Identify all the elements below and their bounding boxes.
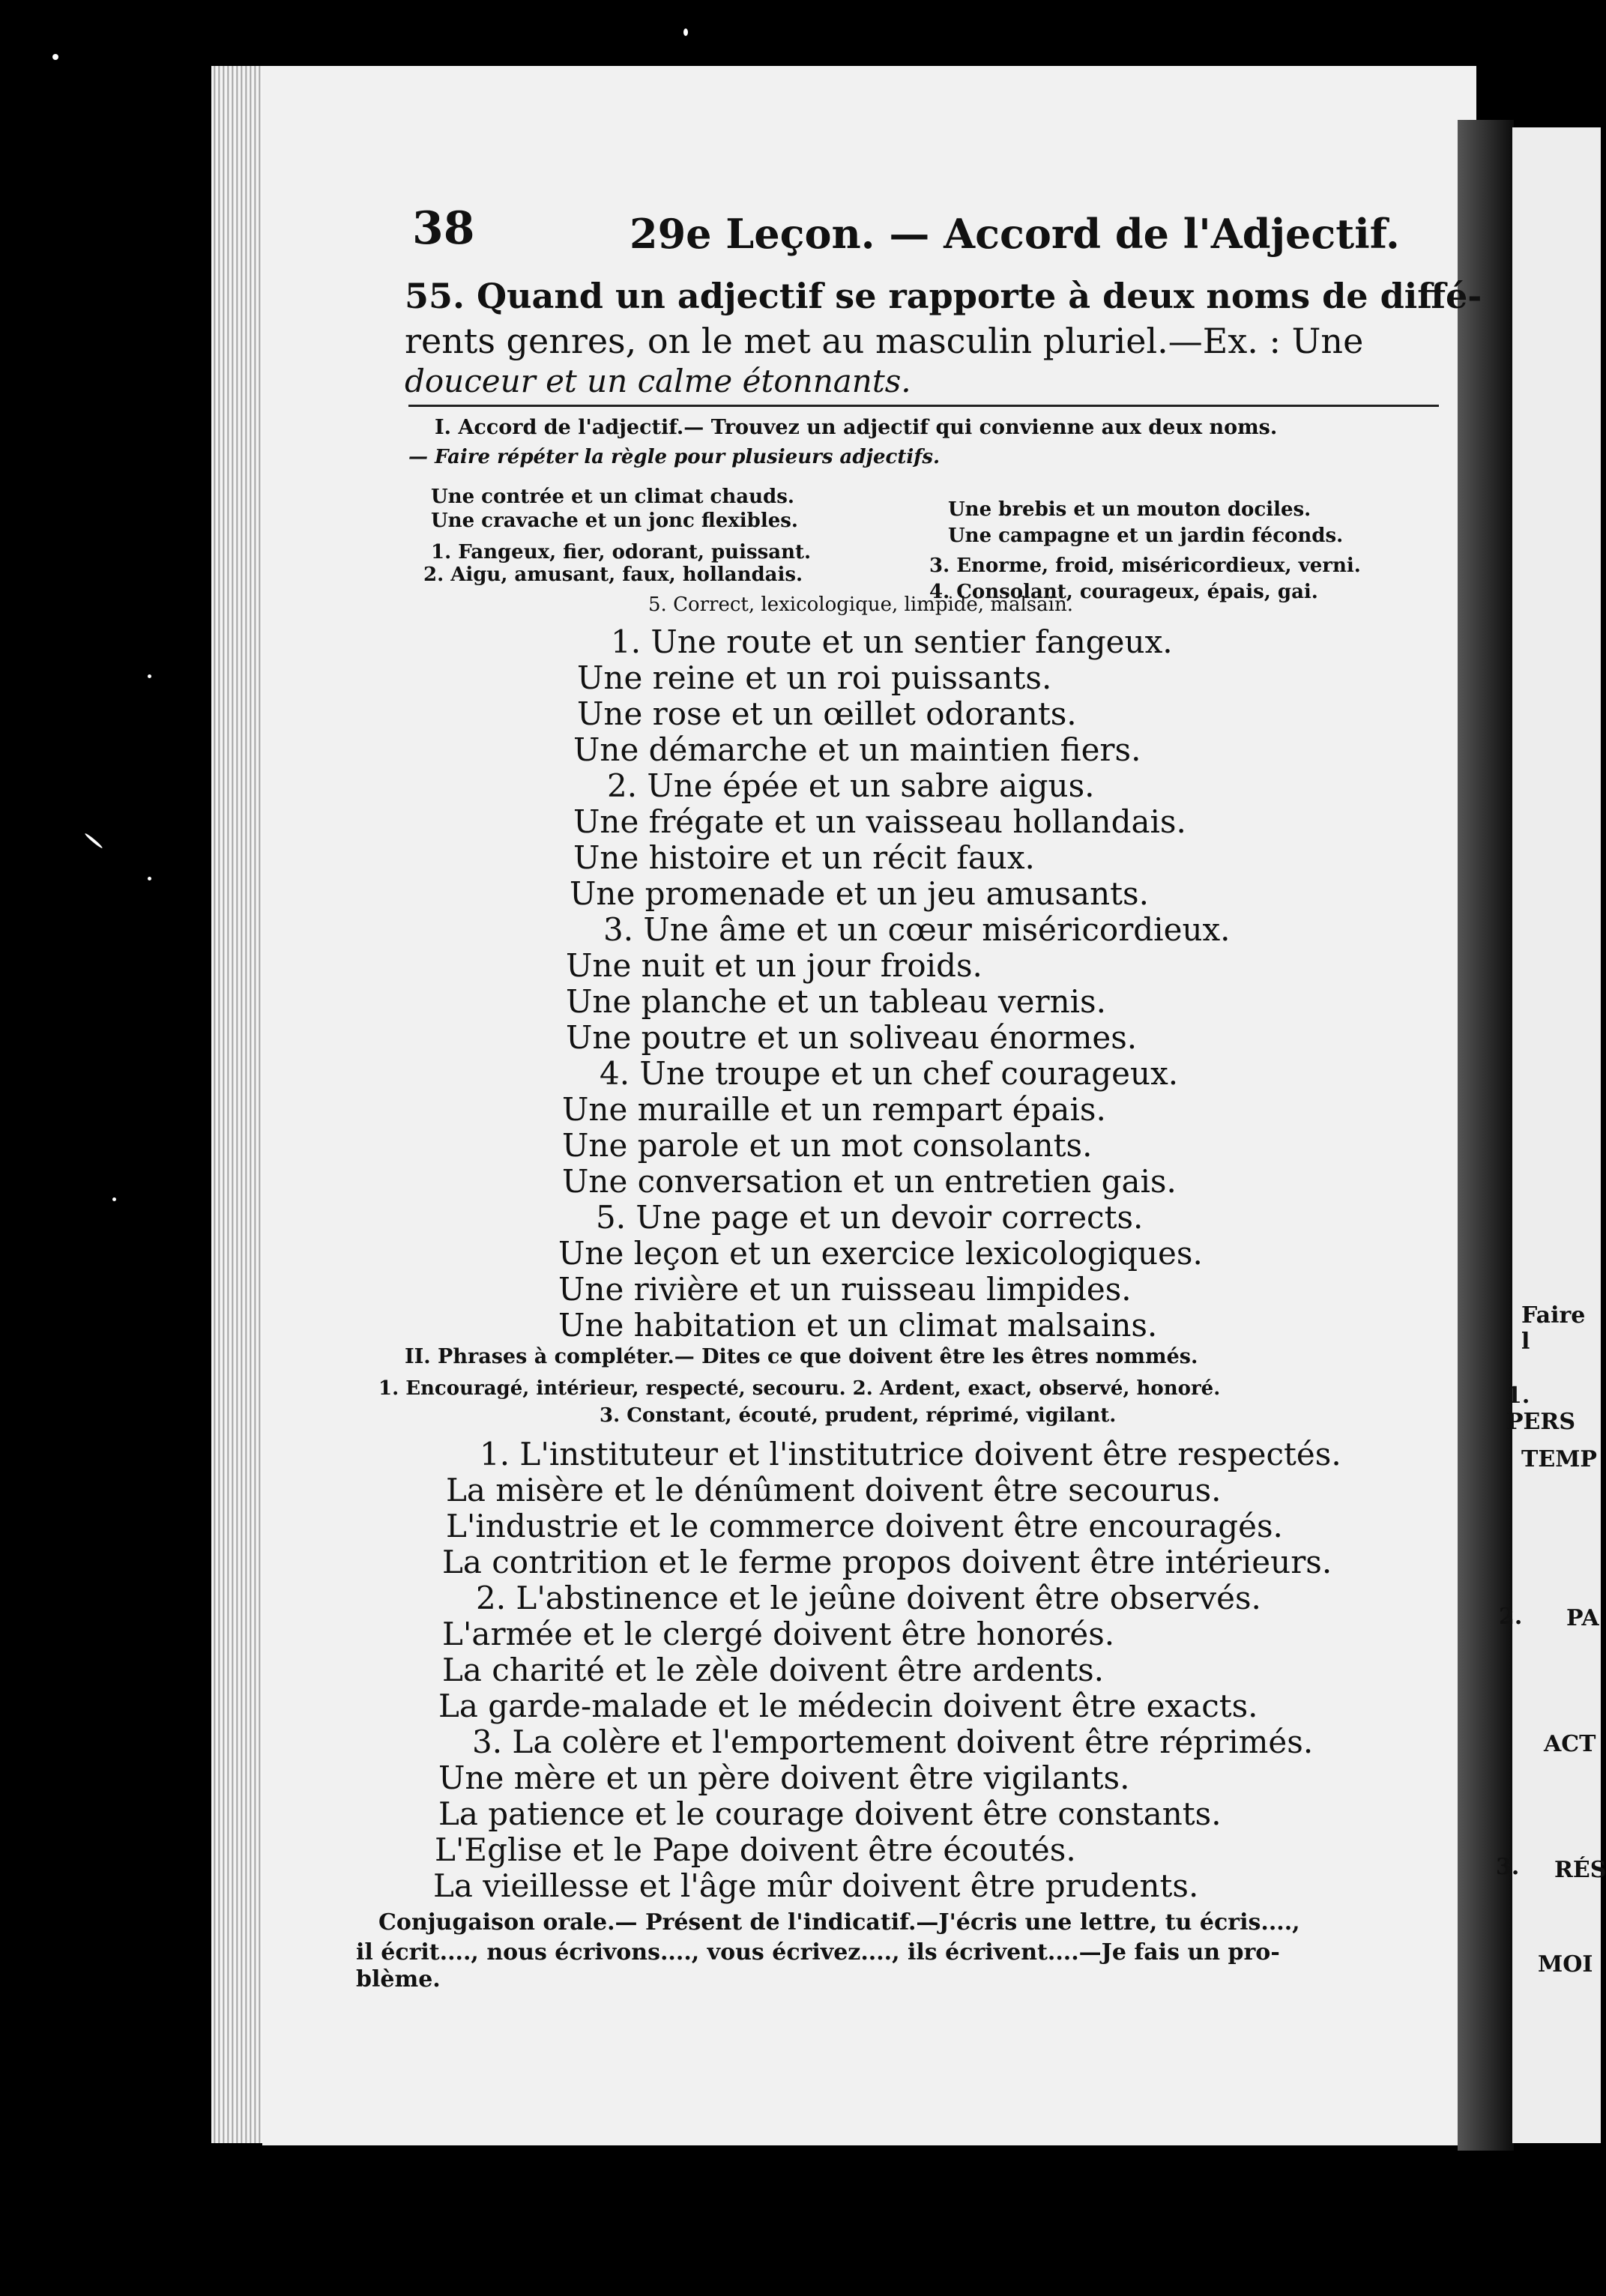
conjugation-line-1: Conjugaison orale.— Présent de l'indicatif.—J'écris une lettre, tu écris...., — [378, 1909, 1300, 1936]
answer-line: La garde-malade et le médecin doivent être exacts. — [438, 1688, 1258, 1724]
answer-line: Une habitation et un climat malsains. — [558, 1307, 1158, 1344]
answer-line: 4. Une troupe et un chef courageux. — [600, 1055, 1179, 1092]
page-number: 38 — [412, 202, 475, 255]
scan-speck — [52, 54, 58, 60]
right-page-fragment — [1512, 127, 1601, 2143]
answer-line: La misère et le dénûment doivent être secourus. — [446, 1472, 1222, 1508]
example-left-1: Une contrée et un climat chauds. — [431, 486, 794, 508]
example-right-2: Une campagne et un jardin féconds. — [948, 525, 1344, 547]
answer-line: 3. Une âme et un cœur miséricordieux. — [603, 911, 1231, 948]
scan-speck — [683, 28, 688, 36]
next-page-fragment: TEMP — [1521, 1446, 1597, 1472]
answer-line: La vieillesse et l'âge mûr doivent être prudents. — [433, 1867, 1199, 1904]
example-left-2: Une cravache et un jonc flexibles. — [431, 510, 798, 532]
answer-line: 2. Une épée et un sabre aigus. — [607, 767, 1095, 804]
scan-speck — [112, 1197, 116, 1201]
answer-line: Une rivière et un ruisseau limpides. — [558, 1271, 1132, 1308]
answer-line: Une histoire et un récit faux. — [573, 839, 1035, 876]
answer-line: Une conversation et un entretien gais. — [562, 1163, 1177, 1200]
answer-line: Une promenade et un jeu amusants. — [570, 875, 1149, 912]
example-right-1: Une brebis et un mouton dociles. — [948, 498, 1311, 521]
answer-line: L'Eglise et le Pape doivent être écoutés. — [435, 1831, 1076, 1868]
rule-55-line-3: douceur et un calme étonnants. — [405, 363, 911, 399]
exercise-2-words-1: 1. Encouragé, intérieur, respecté, secouru. 2. Ardent, exact, observé, honoré. — [378, 1377, 1221, 1400]
exercise-1-subtitle: — Faire répéter la règle pour plusieurs adjectifs. — [408, 446, 941, 468]
conjugation-line-2: il écrit...., nous écrivons...., vous écrivez...., ils écrivent....—Je fais un pro- — [356, 1939, 1280, 1966]
next-page-fragment: PA — [1566, 1605, 1599, 1631]
rule-55-line-1: 55. Quand un adjectif se rapporte à deux noms de diffé- — [405, 276, 1482, 316]
scan-speck — [84, 833, 103, 849]
word-list-4: 4. Consolant, courageux, épais, gai. — [929, 581, 1318, 603]
conjugation-line-3: blème. — [356, 1966, 441, 1993]
next-page-fragment: 1. PERS — [1506, 1383, 1576, 1435]
exercise-2-words-2: 3. Constant, écouté, prudent, réprimé, vigilant. — [600, 1404, 1117, 1427]
next-page-fragment: 2. — [1499, 1604, 1523, 1630]
answer-line: Une poutre et un soliveau énormes. — [566, 1019, 1138, 1056]
answer-line: 3. La colère et l'emportement doivent être réprimés. — [472, 1723, 1314, 1760]
word-list-3: 3. Enorme, froid, miséricordieux, verni. — [929, 555, 1361, 577]
answer-line: Une reine et un roi puissants. — [577, 659, 1052, 696]
answer-line: La charité et le zèle doivent être ardents. — [442, 1652, 1105, 1688]
answer-line: Une parole et un mot consolants. — [562, 1127, 1093, 1164]
answer-line: La patience et le courage doivent être constants. — [438, 1795, 1222, 1832]
answer-line: Une démarche et un maintien fiers. — [573, 731, 1141, 768]
exercise-2-title: II. Phrases à compléter.— Dites ce que doivent être les êtres nommés. — [405, 1345, 1198, 1368]
next-page-fragment: Faire l — [1521, 1302, 1586, 1355]
next-page-fragment: RÉS — [1554, 1857, 1606, 1883]
answer-line: L'armée et le clergé doivent être honorés. — [442, 1616, 1115, 1652]
answer-line: Une leçon et un exercice lexicologiques. — [558, 1235, 1203, 1272]
answer-line: Une frégate et un vaisseau hollandais. — [573, 803, 1186, 840]
answer-line: L'industrie et le commerce doivent être encouragés. — [446, 1508, 1283, 1544]
exercise-1-title: I. Accord de l'adjectif.— Trouvez un adjectif qui convienne aux deux noms. — [435, 416, 1278, 439]
section-divider — [408, 405, 1439, 407]
next-page-fragment: MOI — [1538, 1951, 1593, 1978]
word-list-2: 2. Aigu, amusant, faux, hollandais. — [423, 564, 803, 586]
answer-line: 1. L'instituteur et l'institutrice doivent être respectés. — [480, 1436, 1341, 1472]
word-list-1: 1. Fangeux, fier, odorant, puissant. — [431, 541, 812, 564]
next-page-fragment: 3. — [1496, 1854, 1520, 1880]
next-page-fragment: ACT — [1544, 1731, 1596, 1757]
answer-line: 2. L'abstinence et le jeûne doivent être observés. — [476, 1580, 1261, 1616]
scan-speck — [148, 674, 151, 678]
rule-55-line-2: rents genres, on le met au masculin pluriel.—Ex. : Une — [405, 321, 1364, 361]
answer-line: Une nuit et un jour froids. — [566, 947, 982, 984]
answer-line: Une planche et un tableau vernis. — [566, 983, 1106, 1020]
answer-line: Une rose et un œillet odorants. — [577, 695, 1077, 732]
word-list-5: 5. Correct, lexicologique, limpide, malsain. — [648, 593, 1073, 616]
answer-line: Une mère et un père doivent être vigilants. — [438, 1759, 1130, 1796]
answer-line: 5. Une page et un devoir corrects. — [596, 1199, 1144, 1236]
answer-line: Une muraille et un rempart épais. — [562, 1091, 1106, 1128]
scan-speck — [148, 877, 151, 880]
answer-line: 1. Une route et un sentier fangeux. — [611, 623, 1173, 660]
answer-line: La contrition et le ferme propos doivent être intérieurs. — [442, 1544, 1332, 1580]
lesson-title: 29e Leçon. — Accord de l'Adjectif. — [630, 210, 1400, 258]
page-gutter-shadow — [1458, 120, 1514, 2151]
